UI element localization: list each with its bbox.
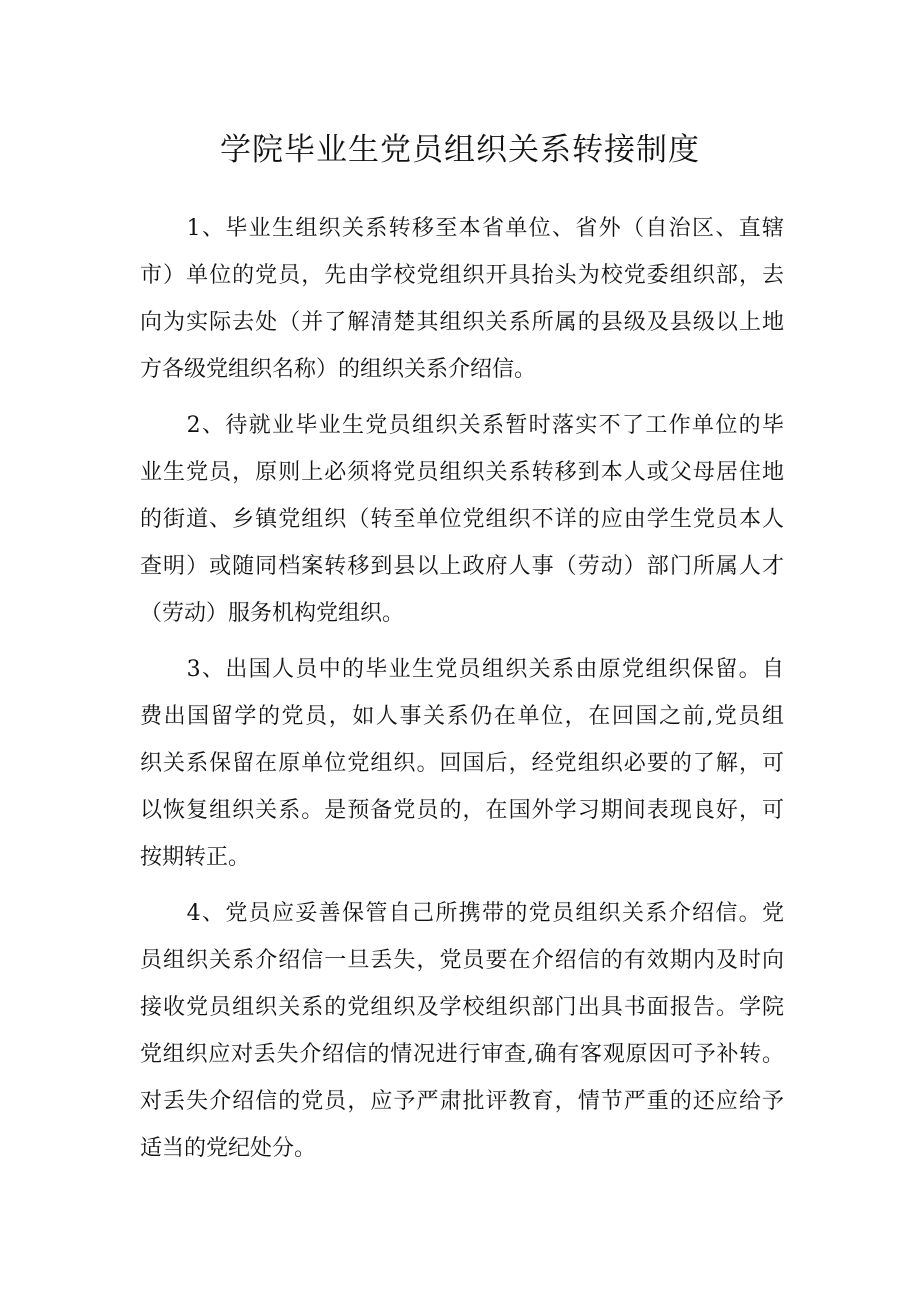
document-title: 学院毕业生党员组织关系转接制度	[220, 132, 700, 168]
text-line: 接收党员组织关系的党组织及学校组织部门出具书面报告。学院	[140, 995, 784, 1020]
text-line: 1、毕业生组织关系转移至本省单位、省外（自治区、直辖	[140, 216, 784, 241]
text-line: 按期转正。	[140, 845, 251, 870]
text-line: 费出国留学的党员，如人事关系仍在单位，在回国之前,党员组	[140, 704, 784, 729]
text-line: 以恢复组织关系。是预备党员的，在国外学习期间表现良好，可	[140, 798, 784, 823]
text-line: 对丢失介绍信的党员，应予严肃批评教育，情节严重的还应给予	[140, 1089, 784, 1114]
text-line: 员组织关系介绍信一旦丢失，党员要在介绍信的有效期内及时向	[140, 948, 784, 973]
text-line: 2、待就业毕业生党员组织关系暂时落实不了工作单位的毕	[140, 413, 784, 438]
text-line: 查明）或随同档案转移到县以上政府人事（劳动）部门所属人才	[140, 554, 784, 579]
text-line: 的街道、乡镇党组织（转至单位党组织不详的应由学生党员本人	[140, 507, 784, 532]
text-line: 市）单位的党员，先由学校党组织开具抬头为校党委组织部，去	[140, 263, 784, 288]
text-line: 4、党员应妥善保管自己所携带的党员组织关系介绍信。党	[140, 901, 784, 926]
text-line: 党组织应对丢失介绍信的情况进行审查,确有客观原因可予补转。	[140, 1042, 784, 1067]
paragraph-3	[140, 646, 784, 881]
text-line: 3、出国人员中的毕业生党员组织关系由原党组织保留。自	[140, 657, 784, 682]
text-line: 业生党员，原则上必须将党员组织关系转移到本人或父母居住地	[140, 460, 784, 485]
text-line: 适当的党纪处分。	[140, 1136, 317, 1161]
text-line: 织关系保留在原单位党组织。回国后，经党组织必要的了解，可	[140, 751, 784, 776]
document-body	[140, 205, 784, 1181]
text-line: 向为实际去处（并了解清楚其组织关系所属的县级及县级以上地	[140, 310, 784, 335]
paragraph-2	[140, 402, 784, 637]
text-line: （劳动）服务机构党组织。	[140, 601, 405, 626]
text-line: 方各级党组织名称）的组织关系介绍信。	[140, 357, 537, 382]
paragraph-4	[140, 890, 784, 1172]
paragraph-1	[140, 205, 784, 393]
